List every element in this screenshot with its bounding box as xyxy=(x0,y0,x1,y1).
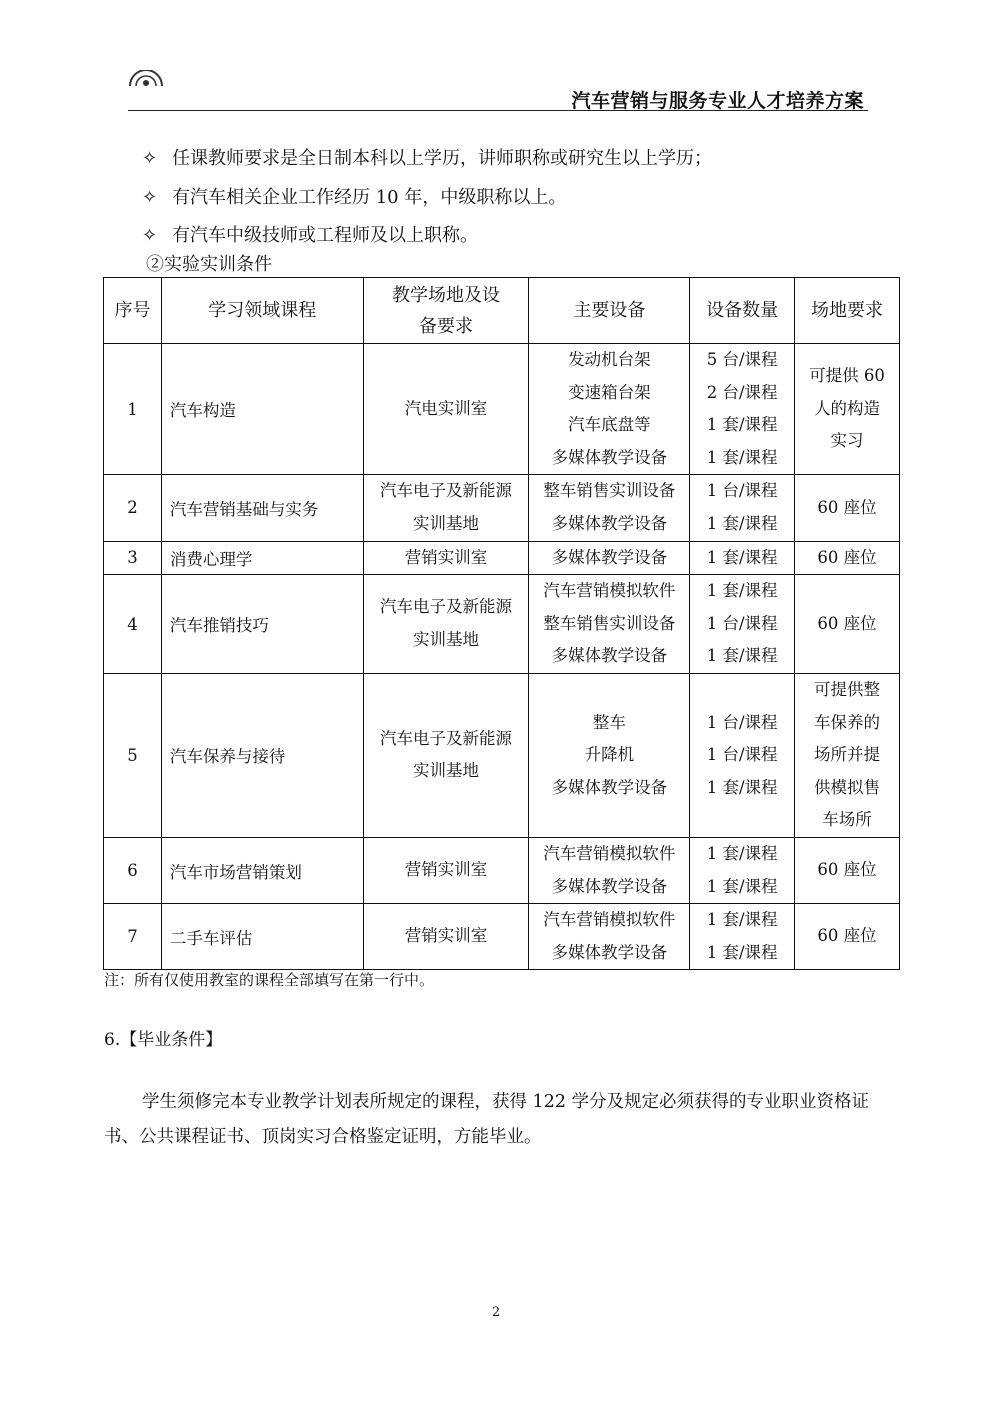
subheading: ②实验实训条件 xyxy=(146,254,272,275)
venue-cell: 汽车电子及新能源 实训基地 xyxy=(363,575,529,674)
site-requirement-cell: 60 座位 xyxy=(795,837,900,903)
table-header-row xyxy=(104,278,900,344)
course-name-cell: 汽车市场营销策划 xyxy=(161,837,363,903)
header-cell: 主要设备 xyxy=(529,278,690,344)
list-item: ✧ 任课教师要求是全日制本科以上学历，讲师职称或研究生以上学历； xyxy=(142,140,712,179)
course-name-cell: 汽车推销技巧 xyxy=(161,575,363,674)
table-row xyxy=(104,475,900,541)
table-row xyxy=(104,344,900,475)
venue-cell: 汽车电子及新能源 实训基地 xyxy=(363,475,529,541)
course-name-cell: 汽车营销基础与实务 xyxy=(161,475,363,541)
venue-cell: 汽车电子及新能源 实训基地 xyxy=(363,673,529,837)
page-header xyxy=(128,70,868,111)
site-requirement-cell: 可提供 60 人的构造 实习 xyxy=(795,344,900,475)
table-row xyxy=(104,904,900,970)
site-requirement-cell: 可提供整 车保养的 场所并提 供模拟售 车场所 xyxy=(795,673,900,837)
page-number: 2 xyxy=(491,1305,501,1320)
section-title: 6.【毕业条件】 xyxy=(104,1030,223,1050)
course-name-cell: 消费心理学 xyxy=(161,541,363,575)
header-cell: 场地要求 xyxy=(795,278,900,344)
star-bullet-icon: ✧ xyxy=(142,225,158,246)
site-requirement-cell: 60 座位 xyxy=(795,541,900,575)
venue-cell: 营销实训室 xyxy=(363,541,529,575)
training-conditions-table xyxy=(103,277,900,970)
table-row xyxy=(104,837,900,903)
header-cell: 设备数量 xyxy=(690,278,795,344)
course-name-cell: 汽车保养与接待 xyxy=(161,673,363,837)
equipment-cell: 汽车营销模拟软件 整车销售实训设备 多媒体教学设备 xyxy=(529,575,690,674)
table-row xyxy=(104,575,900,674)
table-note: 注：所有仅使用教室的课程全部填写在第一行中。 xyxy=(104,971,435,989)
quantity-cell: 1 套/课程 1 台/课程 1 套/课程 xyxy=(690,575,795,674)
graduation-paragraph: 学生须修完本专业教学计划表所规定的课程，获得 122 学分及规定必须获得的专业职业资格证书、公共课程证书、顶岗实习合格鉴定证明，方能毕业。 xyxy=(104,1092,870,1147)
header-title: 汽车营销与服务专业人才培养方案 xyxy=(571,90,864,112)
equipment-cell: 多媒体教学设备 xyxy=(529,541,690,575)
table-row xyxy=(104,541,900,575)
quantity-cell: 1 台/课程 1 台/课程 1 套/课程 xyxy=(690,673,795,837)
list-item: ✧ 有汽车中级技师或工程师及以上职称。 xyxy=(142,217,712,256)
row-number-cell: 3 xyxy=(104,541,162,575)
row-number-cell: 4 xyxy=(104,575,162,674)
header-cell: 学习领域课程 xyxy=(161,278,363,344)
header-cell: 序号 xyxy=(104,278,162,344)
site-requirement-cell: 60 座位 xyxy=(795,575,900,674)
course-name-cell: 汽车构造 xyxy=(161,344,363,475)
requirement-list xyxy=(142,140,712,256)
equipment-cell: 整车销售实训设备 多媒体教学设备 xyxy=(529,475,690,541)
star-bullet-icon: ✧ xyxy=(142,148,158,169)
course-name-cell: 二手车评估 xyxy=(161,904,363,970)
quantity-cell: 1 台/课程 1 套/课程 xyxy=(690,475,795,541)
quantity-cell: 1 套/课程 1 套/课程 xyxy=(690,904,795,970)
table-row xyxy=(104,673,900,837)
equipment-cell: 汽车营销模拟软件 多媒体教学设备 xyxy=(529,904,690,970)
row-number-cell: 2 xyxy=(104,475,162,541)
equipment-cell: 发动机台架 变速箱台架 汽车底盘等 多媒体教学设备 xyxy=(529,344,690,475)
venue-cell: 营销实训室 xyxy=(363,904,529,970)
row-number-cell: 6 xyxy=(104,837,162,903)
row-number-cell: 1 xyxy=(104,344,162,475)
row-number-cell: 7 xyxy=(104,904,162,970)
quantity-cell: 1 套/课程 1 套/课程 xyxy=(690,837,795,903)
site-requirement-cell: 60 座位 xyxy=(795,475,900,541)
venue-cell: 营销实训室 xyxy=(363,837,529,903)
list-item: ✧ 有汽车相关企业工作经历 10 年，中级职称以上。 xyxy=(142,179,712,218)
row-number-cell: 5 xyxy=(104,673,162,837)
header-cell: 教学场地及设备要求 xyxy=(363,278,529,344)
site-requirement-cell: 60 座位 xyxy=(795,904,900,970)
school-logo-icon xyxy=(128,70,164,88)
quantity-cell: 5 台/课程 2 台/课程 1 套/课程 1 套/课程 xyxy=(690,344,795,475)
equipment-cell: 汽车营销模拟软件 多媒体教学设备 xyxy=(529,837,690,903)
quantity-cell: 1 套/课程 xyxy=(690,541,795,575)
equipment-cell: 整车 升降机 多媒体教学设备 xyxy=(529,673,690,837)
star-bullet-icon: ✧ xyxy=(142,186,158,208)
venue-cell: 汽电实训室 xyxy=(363,344,529,475)
